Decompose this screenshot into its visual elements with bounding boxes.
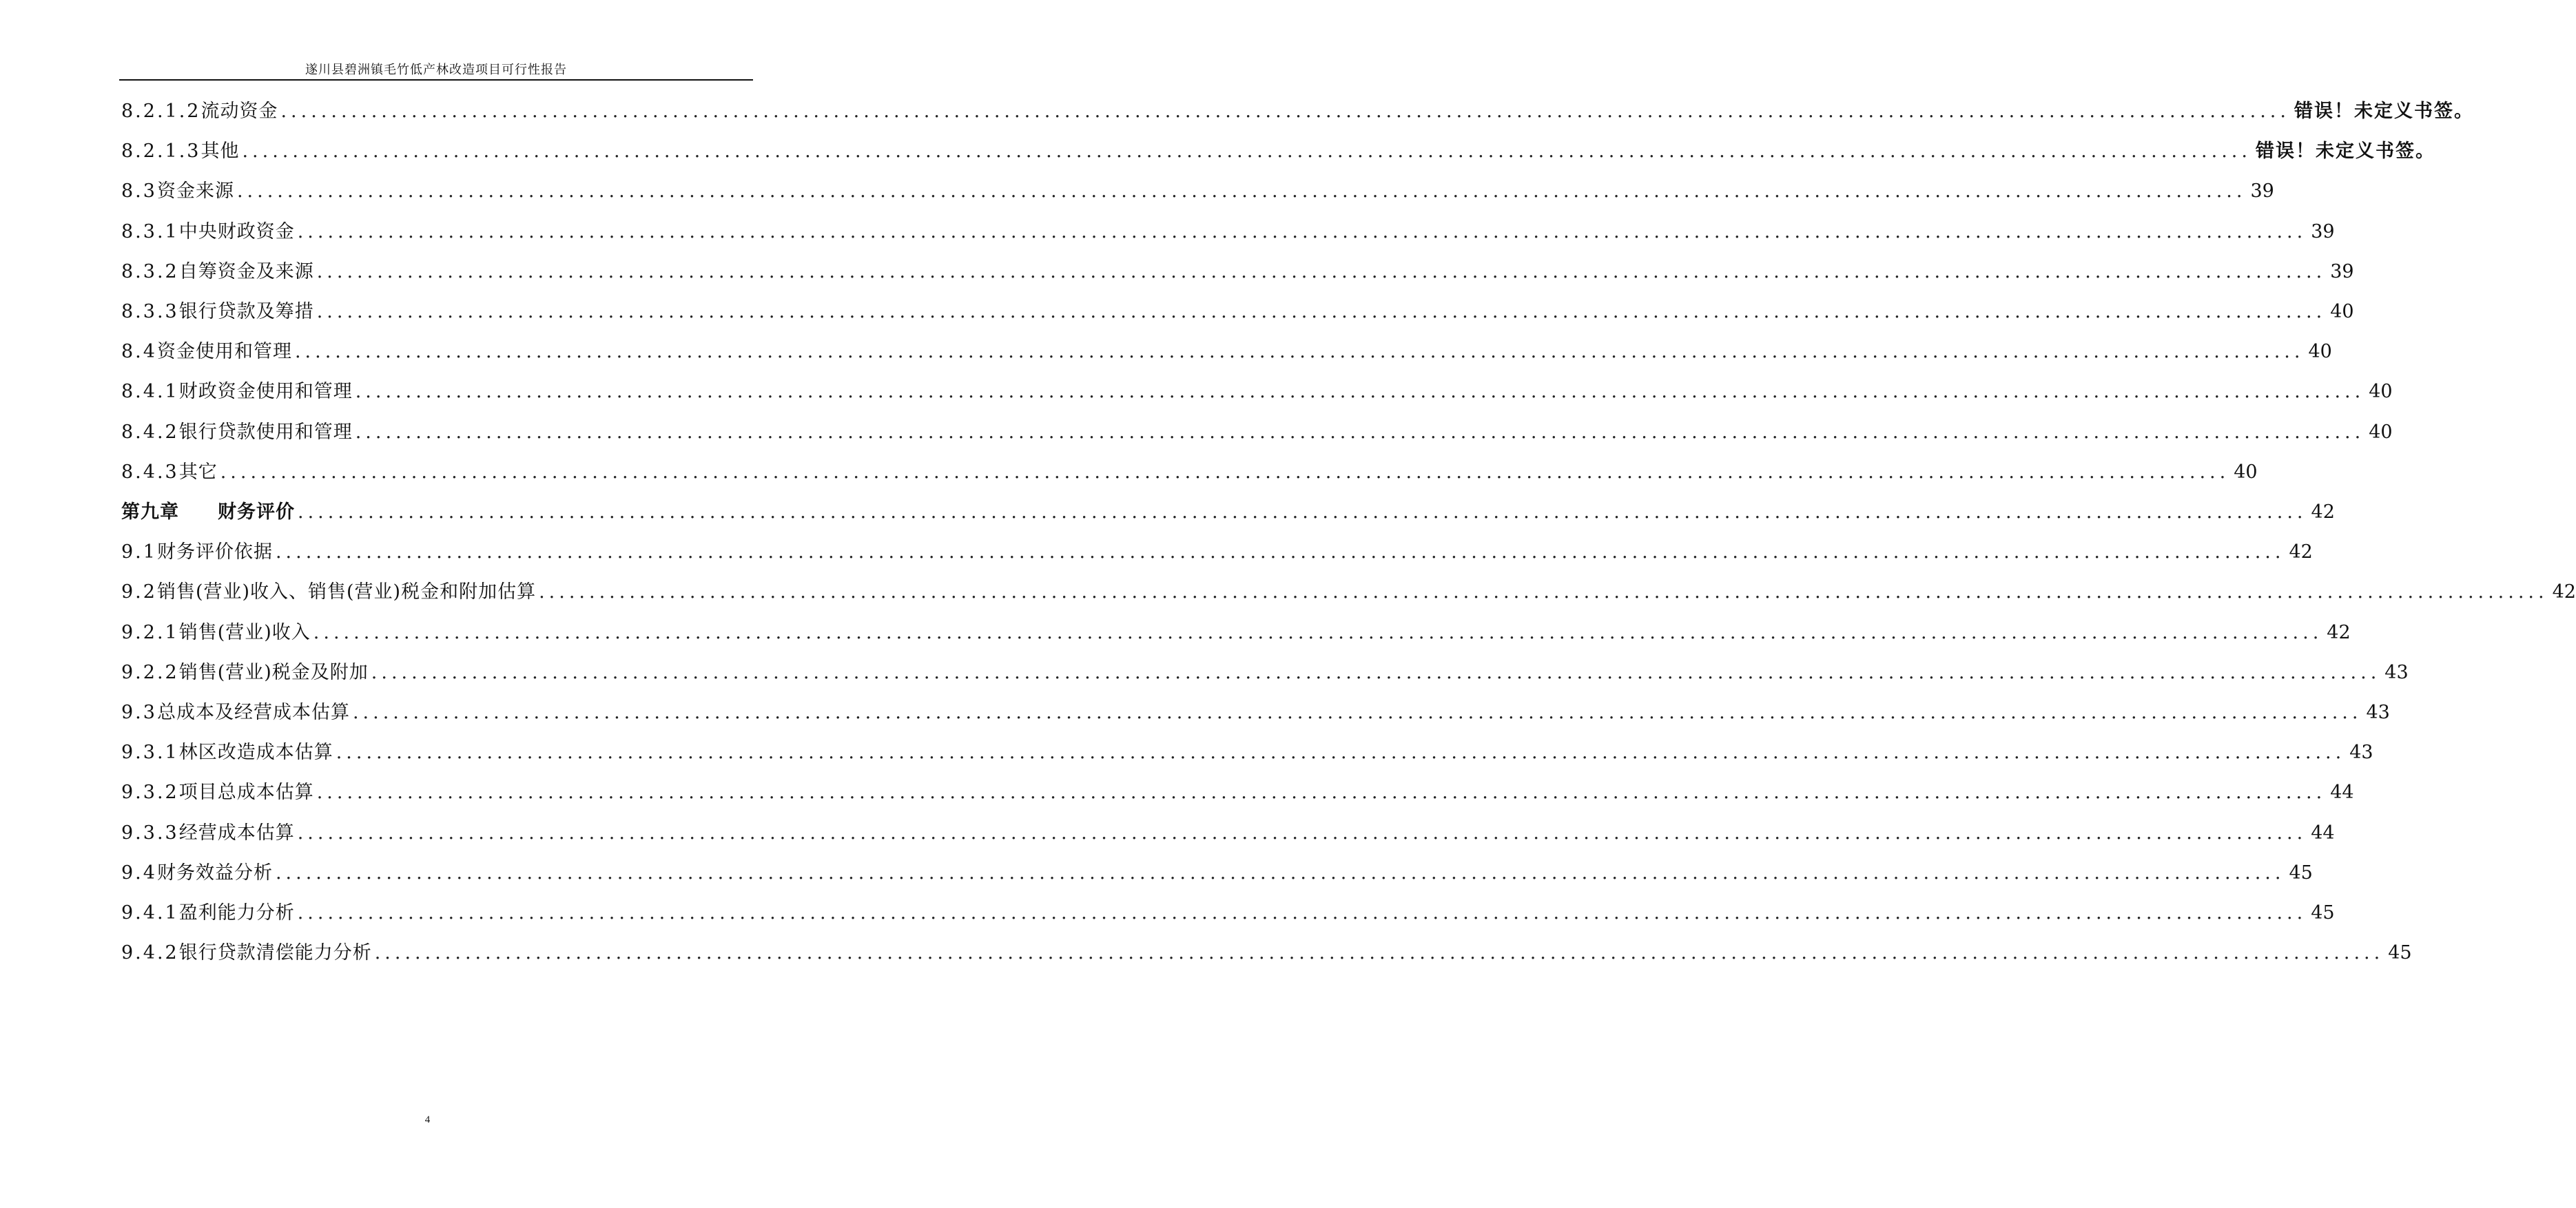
toc-section-number: 8.4.2 <box>121 421 179 443</box>
toc-page-number: 42 <box>2289 541 2313 563</box>
toc-dot-leader: ........................................................................................................................................................................................................ <box>355 421 2365 443</box>
toc-page-number: 42 <box>2311 501 2335 523</box>
toc-entry[interactable] <box>121 619 2351 647</box>
toc-dot-leader: ........................................................................................................................................................................................................ <box>297 221 2307 242</box>
toc-dot-leader: ........................................................................................................................................................................................................ <box>280 101 2290 122</box>
toc-section-number: 8.2.1.3 <box>121 140 201 162</box>
toc-section-title: 销售(营业)收入 <box>178 622 311 643</box>
toc-entry[interactable] <box>121 579 2576 606</box>
toc-dot-leader: ........................................................................................................................................................................................................ <box>316 261 2327 282</box>
toc-section-number: 9.3 <box>121 702 157 723</box>
toc-entry[interactable] <box>121 98 2474 125</box>
toc-page-number: 40 <box>2369 421 2393 443</box>
toc-section-title: 其他 <box>200 140 240 162</box>
toc-section-title: 项目总成本估算 <box>178 782 314 803</box>
toc-dot-leader: ........................................................................................................................................................................................................ <box>275 541 2285 563</box>
toc-section-number: 8.3.1 <box>121 221 179 242</box>
toc-section-title: 其它 <box>178 461 218 483</box>
toc-entry[interactable] <box>121 258 2354 286</box>
toc-page-number: 39 <box>2311 221 2335 242</box>
toc-section-number: 9.4.2 <box>121 942 179 964</box>
page-number: 4 <box>424 1114 431 1125</box>
toc-entry[interactable] <box>121 218 2335 246</box>
header-rule <box>119 79 753 81</box>
toc-dot-leader: ........................................................................................................................................................................................................ <box>275 862 2285 884</box>
toc-section-title: 银行贷款清偿能力分析 <box>178 942 372 964</box>
toc-entry[interactable] <box>121 539 2313 566</box>
toc-dot-leader: ........................................................................................................................................................................................................ <box>242 140 2252 162</box>
toc-section-title: 经营成本估算 <box>178 822 295 844</box>
toc-entry[interactable] <box>121 298 2354 326</box>
toc-dot-leader: ........................................................................................................................................................................................................ <box>371 662 2381 683</box>
toc-dot-leader: ........................................................................................................................................................................................................ <box>374 942 2384 964</box>
toc-entry[interactable] <box>121 659 2409 687</box>
toc-page-number: 42 <box>2552 581 2576 603</box>
toc-dot-leader: ........................................................................................................................................................................................................ <box>294 341 2305 362</box>
toc-dot-leader: ........................................................................................................................................................................................................ <box>316 782 2327 803</box>
toc-entry[interactable] <box>121 739 2373 767</box>
toc-section-number: 9.3.2 <box>121 782 179 803</box>
toc-dot-leader: ........................................................................................................................................................................................................ <box>352 702 2362 723</box>
toc-page-number: 40 <box>2308 341 2332 362</box>
toc-dot-leader: ........................................................................................................................................................................................................ <box>355 381 2365 402</box>
toc-section-number: 8.3.3 <box>121 301 179 322</box>
toc-section-title: 销售(营业)税金及附加 <box>178 662 369 683</box>
toc-page-number: 39 <box>2250 180 2274 202</box>
toc-section-title: 销售(营业)收入、销售(营业)税金和附加估算 <box>156 581 537 603</box>
toc-section-number: 8.2.1.2 <box>121 101 201 122</box>
toc-dot-leader: ........................................................................................................................................................................................................ <box>220 461 2230 483</box>
toc-section-title: 财政资金使用和管理 <box>178 381 353 402</box>
toc-entry[interactable] <box>121 939 2412 967</box>
toc-entry[interactable] <box>121 459 2258 486</box>
toc-page-number: 43 <box>2366 702 2390 723</box>
toc-section-title: 流动资金 <box>200 101 278 122</box>
toc-entry[interactable] <box>121 178 2274 205</box>
toc-page-number: 45 <box>2311 902 2335 924</box>
toc-page-number: 45 <box>2289 862 2313 884</box>
toc-entry[interactable] <box>121 820 2335 847</box>
toc-entry[interactable] <box>121 338 2332 366</box>
toc-section-number: 9.3.1 <box>121 742 179 763</box>
toc-section-number: 8.4.3 <box>121 461 179 483</box>
toc-dot-leader: ........................................................................................................................................................................................................ <box>539 581 2548 603</box>
toc-section-number: 9.1 <box>121 541 157 563</box>
toc-dot-leader: ........................................................................................................................................................................................................ <box>336 742 2346 763</box>
toc-page-number: 44 <box>2330 782 2354 803</box>
toc-dot-leader: ........................................................................................................................................................................................................ <box>236 180 2247 202</box>
toc-dot-leader: ........................................................................................................................................................................................................ <box>297 902 2307 924</box>
toc-section-title: 银行贷款使用和管理 <box>178 421 353 443</box>
toc-section-number: 8.4 <box>121 341 157 362</box>
toc-dot-leader: ........................................................................................................................................................................................................ <box>316 301 2327 322</box>
toc-entry[interactable] <box>121 138 2435 165</box>
toc-page-number: 40 <box>2369 381 2393 402</box>
toc-page-number: 45 <box>2388 942 2412 964</box>
toc-page-number: 43 <box>2349 742 2373 763</box>
toc-entry[interactable] <box>121 419 2393 446</box>
toc-section-number: 9.2.2 <box>121 662 179 683</box>
toc-section-number: 8.3.2 <box>121 261 179 282</box>
toc-page-number: 43 <box>2384 662 2409 683</box>
toc-section-title: 资金来源 <box>156 180 234 202</box>
toc-entry[interactable] <box>121 899 2335 927</box>
toc-bookmark-error: 错误！未定义书签。 <box>2294 101 2474 122</box>
toc-section-number: 9.2 <box>121 581 157 603</box>
toc-entry[interactable] <box>121 378 2393 406</box>
toc-bookmark-error: 错误！未定义书签。 <box>2255 140 2435 162</box>
toc-section-title: 银行贷款及筹措 <box>178 301 314 322</box>
toc-entry[interactable] <box>121 499 2335 526</box>
toc-section-title: 财务效益分析 <box>156 862 273 884</box>
toc-page-number: 40 <box>2234 461 2258 483</box>
toc-section-number: 9.3.3 <box>121 822 179 844</box>
toc-chapter-label: 第九章 <box>121 501 179 523</box>
toc-entry[interactable] <box>121 779 2354 806</box>
toc-section-title: 财务评价依据 <box>156 541 273 563</box>
toc-page-number: 40 <box>2330 301 2354 322</box>
toc-section-title: 总成本及经营成本估算 <box>156 702 350 723</box>
toc-section-title: 中央财政资金 <box>178 221 295 242</box>
running-header: 遂川县碧洲镇毛竹低产林改造项目可行性报告 <box>305 63 567 77</box>
toc-entry[interactable] <box>121 699 2390 727</box>
toc-section-title: 自筹资金及来源 <box>178 261 314 282</box>
toc-section-number: 8.4.1 <box>121 381 179 402</box>
toc-chapter-title: 财务评价 <box>218 501 295 523</box>
toc-page-number: 42 <box>2327 622 2351 643</box>
toc-dot-leader: ........................................................................................................................................................................................................ <box>297 822 2307 844</box>
toc-page-number: 39 <box>2330 261 2354 282</box>
toc-entry[interactable] <box>121 860 2313 887</box>
toc-section-number: 9.4 <box>121 862 157 884</box>
toc-section-number: 9.2.1 <box>121 622 179 643</box>
toc-section-title: 资金使用和管理 <box>156 341 292 362</box>
toc-dot-leader: ........................................................................................................................................................................................................ <box>313 622 2323 643</box>
toc-page-number: 44 <box>2311 822 2335 844</box>
toc-section-title: 林区改造成本估算 <box>178 742 333 763</box>
toc-section-number: 9.4.1 <box>121 902 179 924</box>
toc-section-title: 盈利能力分析 <box>178 902 295 924</box>
toc-section-number: 8.3 <box>121 180 157 202</box>
toc-dot-leader: ........................................................................................................................................................................................................ <box>298 501 2307 523</box>
